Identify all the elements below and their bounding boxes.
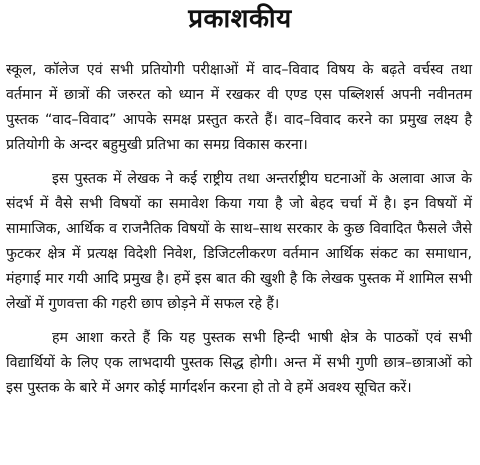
paragraph-closing: हम आशा करते हैं कि यह पुस्तक सभी हिन्दी भाषी क्षेत्र के पाठकों एवं सभी विद्यार्थियों के लिए एक लाभदायी पुस्तक सिद्ध होगी। अन्त में सभी गुणी छात्र–छात्राओं को इस पुस्तक के बारे में अगर कोई मार्गदर्शन करना हो तो वे हमें अवश्य सूचित करें। xyxy=(6,330,472,396)
paragraph-topics: इस पुस्तक में लेखक ने कई राष्ट्रीय तथा अन्तर्राष्ट्रीय घटनाओं के अलावा आज के संदर्भ में वैसे सभी विषयों का समावेश किया गया है जो बेहद चर्चा में है। इन विषयों में सामाजिक, आर्थिक व राजनैतिक विषयों के साथ–साथ सरकार के कुछ विवादित फैसले जैसे फुटकर क्षेत्र में प्रत्यक्ष विदेशी निवेश, डिजिटलीकरण वर्तमान आर्थिक संकट का समाधान, मंहगाई मार गयी आदि प्रमुख है। हमें इस बात की खुशी है कि लेखक पुस्तक में शामिल सभी लेखों में गुणवत्ता की गहरी छाप छोड़ने में सफल रहे हैं। xyxy=(6,171,472,312)
paragraph-intro: स्कूल, कॉलेज एवं सभी प्रतियोगी परीक्षाओं में वाद–विवाद विषय के बढ़ते वर्चस्व तथा वर्तमान में छात्रों की जरुरत को ध्यान में रखकर वी एण्ड एस पब्लिशर्स अपनी नवीनतम पुस्तक “वाद–विवाद” आपके समक्ष प्रस्तुत करते हैं। वाद–विवाद करने का प्रमुख लक्ष्य है प्रतियोगी के अन्दर बहुमुखी प्रतिभा का समग्र विकास करना। xyxy=(6,62,472,153)
page-title: प्रकाशकीय xyxy=(188,4,292,34)
publisher-note-body xyxy=(6,58,472,410)
